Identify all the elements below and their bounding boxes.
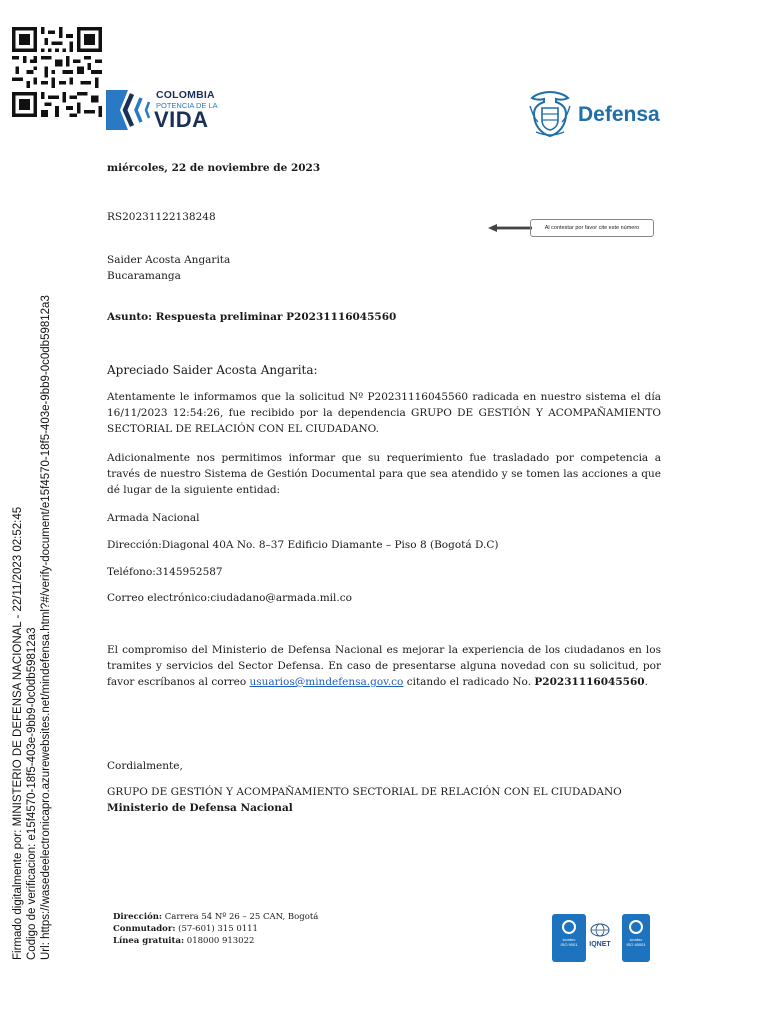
subject-line: Asunto: Respuesta preliminar P20231116045560: [107, 311, 397, 323]
entity-email: Correo electrónico:ciudadano@armada.mil.co: [107, 592, 352, 604]
colombia-potencia-vida-logo: [106, 88, 226, 134]
paragraph-3: [107, 642, 661, 690]
colombia-chevron-icon: [106, 90, 152, 132]
certification-badges: [552, 914, 652, 964]
entity-phone: Teléfono:3145952587: [107, 566, 223, 578]
digital-signature-stamp: [11, 140, 53, 960]
defensa-logo-text: Defensa: [578, 103, 660, 126]
icontec-icon: [562, 920, 576, 934]
icontec-icon-2: [629, 920, 643, 934]
logo-tagline-text: POTENCIA DE LA: [156, 101, 218, 110]
iqnet-globe-icon: [586, 923, 614, 937]
signature-line: Firmado digitalmente por: MINISTERIO DE DEFENSA NACIONAL - 22/11/2023 02:52:45: [12, 506, 24, 960]
reference-number: P20231116045560: [534, 676, 645, 688]
entity-name: Armada Nacional: [107, 512, 200, 524]
icontec-badge: icontec ISO 9001: [552, 914, 586, 962]
closing: Cordialmente,: [107, 760, 183, 772]
paragraph-3-end: .: [644, 676, 648, 688]
paragraph-1: Atentamente le informamos que la solicitud Nº P20231116045560 radicada en nuestro sistema el día 16/11/2023 12:54:26, fue recibido por la dependencia GRUPO DE GESTIÓN Y ACOMPAÑAMIENTO SECTORIAL DE RELACIÓN CON EL CIUDADANO.: [107, 391, 661, 435]
radicado-number: RS20231122138248: [107, 211, 216, 223]
verification-code-line: Codigo de verificacion: e15f4570-18f5-403e-9bb9-0c0db59812a3: [26, 627, 38, 960]
qr-code: [12, 27, 102, 117]
greeting: [107, 362, 661, 378]
footer-switchboard: Conmutador: (57-601) 315 0111: [113, 924, 258, 934]
letter-date: miércoles, 22 de noviembre de 2023: [107, 162, 321, 174]
footer-contact: [113, 911, 318, 947]
sender-group: GRUPO DE GESTIÓN Y ACOMPAÑAMIENTO SECTORIAL DE RELACIÓN CON EL CIUDADANO: [107, 786, 622, 798]
radicado-callout: [488, 219, 654, 237]
paragraph-3-middle: citando el radicado No.: [403, 676, 535, 688]
logo-brand-text: COLOMBIA: [156, 89, 215, 101]
iqnet-badge: IQNET: [586, 922, 614, 960]
greeting-label: Apreciado: [107, 363, 169, 377]
sender-ministry: Ministerio de Defensa Nacional: [107, 802, 293, 814]
footer-address: Dirección: Carrera 54 Nº 26 – 25 CAN, Bogotá: [113, 912, 319, 922]
contact-email-link[interactable]: usuarios@mindefensa.gov.co: [249, 676, 404, 688]
footer-free-line: Línea gratuita: 018000 913022: [113, 936, 255, 946]
coat-of-arms-icon: [526, 88, 574, 140]
verification-url-line: Url: https://wasedeelectronicapro.azurewebsites.net/mindefensa.html?#/verify-document/e15f4570-18f5-403e-9bb9-0c0db59812a3: [40, 295, 52, 960]
defensa-logo: [526, 88, 666, 140]
greeting-name: Saider Acosta Angarita:: [172, 363, 318, 377]
logo-vida-text: VIDA: [154, 107, 209, 132]
recipient-name: Saider Acosta Angarita: [107, 254, 231, 266]
callout-text: Al contestar por favor cite este número: [530, 219, 654, 237]
paragraph-2: Adicionalmente nos permitimos informar que su requerimiento fue trasladado por competencia a través de nuestro Sistema de Gestión Documental para que sea atendido y se tomen las acciones a que dé lugar de la siguiente entidad:: [107, 452, 661, 496]
icontec-badge-2: icontec ISO 45001: [622, 914, 650, 962]
paragraph-3-start: El compromiso del Ministerio de Defensa Nacional es mejorar la experiencia de los ciudadanos en los tramites y servicios del Sector Defensa. En caso de presentarse alguna novedad con su solicitud, por favor escríbanos al correo: [107, 644, 661, 688]
arrow-left-icon: [488, 223, 532, 233]
entity-address: Dirección:Diagonal 40A No. 8–37 Edificio Diamante – Piso 8 (Bogotá D.C): [107, 539, 499, 551]
recipient-city: Bucaramanga: [107, 270, 181, 282]
